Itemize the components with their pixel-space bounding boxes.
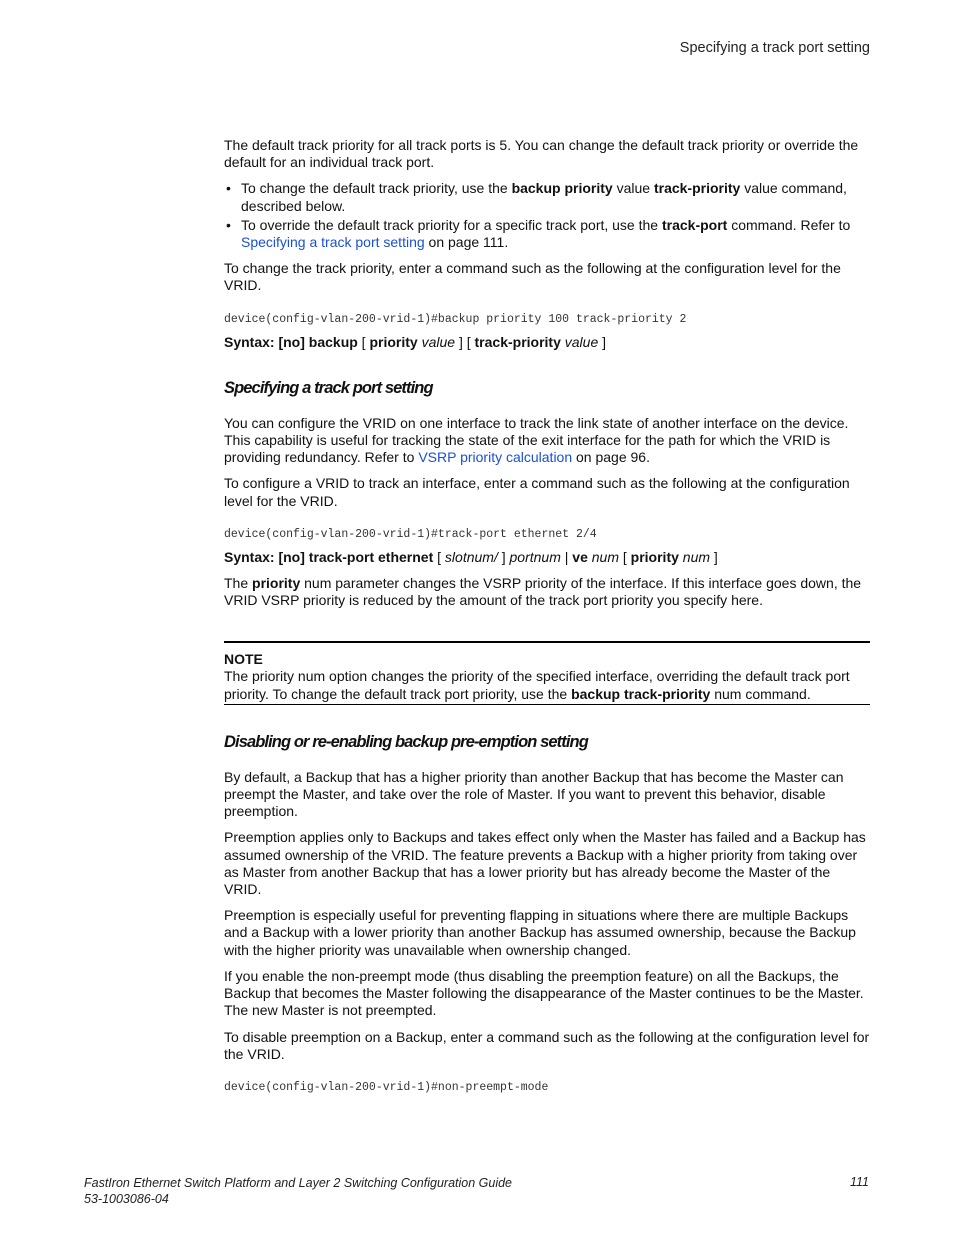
doc-number: 53-1003086-04 xyxy=(84,1192,169,1206)
syntax-keyword: ve xyxy=(572,548,588,565)
syntax-keyword: priority xyxy=(369,333,418,350)
paragraph: To change the track priority, enter a command such as the following at the configuration level for the VRID. xyxy=(224,260,841,294)
syntax-variable: value xyxy=(417,333,456,350)
footer-guide-info xyxy=(84,1175,512,1207)
text: num parameter changes the VSRP priority of the interface. If this interface goes down, the VRID VSRP priority is reduced by the amount of the track port priority you specify here. xyxy=(224,575,862,609)
text: The priority num option changes the priority of the specified interface, overriding the default track port priority. To change the default track port priority, use the xyxy=(224,668,850,702)
text: command. Refer to xyxy=(727,216,851,233)
main-content xyxy=(224,137,870,1102)
text: [ xyxy=(619,548,631,565)
paragraph xyxy=(224,415,870,467)
paragraph: If you enable the non-preempt mode (thus disabling the preemption feature) on all the Backups, the Backup that becomes the Master following the disappearance of the Master continues to be the Master. The new Master is not preempted. xyxy=(224,967,864,1019)
text: [ xyxy=(357,333,370,350)
syntax-keyword: track-priority xyxy=(474,333,561,350)
text: ] xyxy=(497,548,510,565)
note-text xyxy=(224,668,870,702)
syntax-variable: num xyxy=(587,548,619,565)
text: To change the default track priority, use the xyxy=(241,180,512,197)
syntax-variable: portnum xyxy=(509,548,561,565)
cross-reference-link[interactable]: Specifying a track port setting xyxy=(241,234,425,251)
text: | xyxy=(560,548,573,565)
paragraph: Preemption applies only to Backups and takes effect only when the Master has failed and a Backup has assumed ownership of the VRID. The feature prevents a Backup with a higher priority from taking over as Master from another Backup that has a lower priority but has already become the Master of the VRID. xyxy=(224,829,866,898)
syntax-line xyxy=(224,549,870,566)
text: value command, described below. xyxy=(241,180,847,214)
syntax-keyword: priority xyxy=(630,548,679,565)
code-example: device(config-vlan-200-vrid-1)#track-port ethernet 2/4 xyxy=(224,527,597,541)
paragraph: To disable preemption on a Backup, enter a command such as the following at the configuration level for the VRID. xyxy=(224,1028,870,1062)
text: value xyxy=(612,180,654,197)
section-heading: Specifying a track port setting xyxy=(224,378,433,397)
paragraph: The default track priority for all track ports is 5. You can change the default track priority or override the default for an individual track port. xyxy=(224,137,859,171)
code-example: device(config-vlan-200-vrid-1)#non-preempt-mode xyxy=(224,1080,549,1094)
text: ] [ xyxy=(455,333,475,350)
bold-term: priority xyxy=(252,575,301,592)
bold-term: track-priority xyxy=(653,180,741,197)
text: ] xyxy=(710,548,718,565)
paragraph: By default, a Backup that has a higher priority than another Backup that has become the Master can preempt the Master, and take over the role of Master. If you want to prevent this behavior, disable preemption. xyxy=(224,768,844,820)
text: The xyxy=(224,575,253,592)
paragraph xyxy=(224,575,870,609)
text: To override the default track priority for a specific track port, use the xyxy=(241,216,662,233)
syntax-variable: value xyxy=(560,333,599,350)
bullet-list xyxy=(224,180,870,251)
section-heading: Disabling or re-enabling backup pre-emption setting xyxy=(224,732,588,751)
list-item xyxy=(224,180,870,214)
text: on page 96. xyxy=(572,449,650,466)
bold-term: backup priority xyxy=(511,180,613,197)
bold-term: backup track-priority xyxy=(571,685,711,702)
syntax-variable: slotnum/ xyxy=(444,548,498,565)
note-title: NOTE xyxy=(224,651,263,668)
bold-term: track-port xyxy=(661,216,728,233)
text: num command. xyxy=(710,685,811,702)
syntax-keyword: Syntax: [no] backup xyxy=(224,333,358,350)
code-example: device(config-vlan-200-vrid-1)#backup priority 100 track-priority 2 xyxy=(224,312,687,326)
running-header: Specifying a track port setting xyxy=(679,40,870,56)
text: You can configure the VRID on one interface to track the link state of another interface on the device. This capability is useful for tracking the state of the exit interface for the path for which the VRID is providing redundancy. Refer to xyxy=(224,414,849,466)
text: ] xyxy=(598,333,607,350)
guide-title: FastIron Ethernet Switch Platform and Layer 2 Switching Configuration Guide xyxy=(84,1176,512,1190)
paragraph: To configure a VRID to track an interface, enter a command such as the following at the configuration level for the VRID. xyxy=(224,475,850,509)
syntax-line xyxy=(224,334,870,351)
cross-reference-link[interactable]: VSRP priority calculation xyxy=(418,449,573,466)
text: [ xyxy=(433,548,445,565)
note-box xyxy=(224,641,870,704)
list-item xyxy=(224,217,870,251)
page-number: 111 xyxy=(849,1175,869,1189)
syntax-variable: num xyxy=(678,548,711,565)
paragraph: Preemption is especially useful for preventing flapping in situations where there are multiple Backups and a Backup with a lower priority than another Backup has assumed ownership, because the Backup with the higher priority was unavailable when ownership changed. xyxy=(224,907,856,958)
syntax-keyword: Syntax: [no] track-port ethernet xyxy=(224,548,434,565)
text: on page 111. xyxy=(424,234,509,251)
